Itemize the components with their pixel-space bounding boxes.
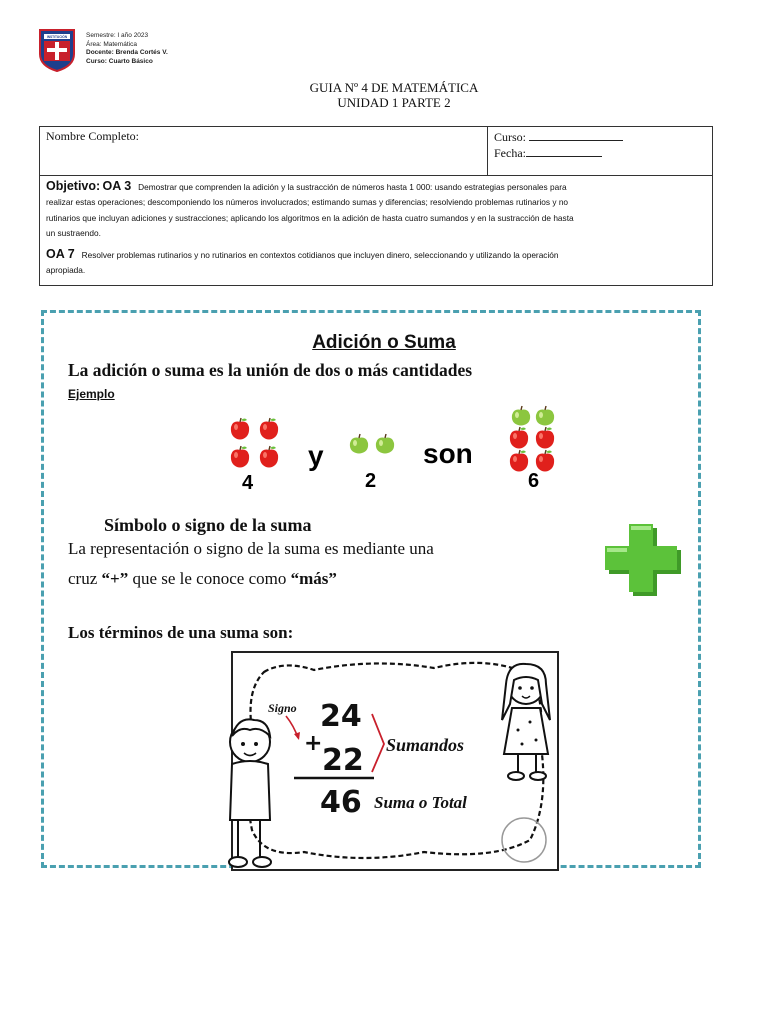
addend-two: 22 — [322, 743, 364, 778]
oa7-code: OA 7 — [46, 246, 75, 261]
addition-definition: La adición o suma es la unión de dos o más cantidades — [68, 360, 473, 380]
symbol-mas-quote: “más” — [290, 569, 337, 588]
example-label: Ejemplo — [68, 387, 115, 401]
red-apple — [510, 450, 528, 472]
course-date-cell — [488, 127, 713, 176]
number-two: 2 — [365, 470, 377, 492]
addition-terms-diagram — [224, 650, 564, 876]
teacher-text: Docente: Brenda Cortés V. — [86, 49, 168, 57]
red-apple — [260, 418, 278, 440]
addend-one: 24 — [320, 699, 362, 734]
plus-sign: + — [304, 731, 323, 756]
symbol-text-line1: La representación o signo de la suma es mediante una — [68, 539, 434, 558]
school-info — [86, 32, 168, 66]
oa7-text-1: Resolver problemas rutinarios y no rutinarios en contextos cotidianos que incluyen dinero, seleccionando y utilizando la operación — [81, 249, 559, 260]
date-line[interactable] — [526, 146, 602, 157]
red-apple — [536, 450, 554, 472]
area-text: Área: Matemática — [86, 40, 137, 48]
name-field[interactable] — [40, 127, 488, 176]
course-text: Curso: Cuarto Básico — [86, 57, 153, 65]
school-logo — [38, 28, 76, 72]
date-field[interactable] — [494, 145, 706, 161]
objectives-cell — [40, 176, 713, 286]
objective-heading: Objetivo: — [46, 179, 101, 193]
red-apple — [231, 418, 249, 440]
section-title: Adición o Suma — [312, 332, 456, 353]
course-label: Curso: — [494, 130, 527, 144]
guide-title-line1: GUIA Nº 4 DE MATEMÁTICA — [309, 80, 479, 95]
symbol-plus-quote: “+” — [101, 569, 129, 588]
course-line[interactable] — [529, 130, 623, 141]
guide-title-line2: UNIDAD 1 PARTE 2 — [337, 95, 451, 110]
oa7-text-2: apropiada. — [46, 265, 86, 276]
oa3-text-4: un sustraendo. — [46, 228, 101, 239]
word-and: y — [308, 440, 324, 471]
semester-text: Semestre: I año 2023 — [86, 32, 149, 39]
addends-label: Sumandos — [386, 735, 465, 755]
date-label: Fecha: — [494, 146, 526, 160]
apples-example — [220, 400, 560, 492]
name-label: Nombre Completo: — [46, 129, 139, 143]
green-apple — [350, 434, 368, 454]
oa3-text-3: rutinarios que incluyan adiciones y sustracciones; aplicando los algoritmos en la adición de hasta cuatro sumandos y en la sustracción de hasta — [46, 212, 574, 223]
student-info-table — [39, 126, 713, 286]
green-apple — [376, 434, 394, 454]
sign-label: Signo — [268, 701, 297, 715]
number-four: 4 — [242, 472, 254, 492]
red-apple — [536, 427, 554, 449]
course-field[interactable] — [494, 129, 706, 145]
number-six: 6 — [528, 470, 540, 492]
logo-text: INSTITUCIÓN — [46, 35, 68, 39]
green-apple — [536, 406, 554, 426]
symbol-title: Símbolo o signo de la suma — [104, 515, 312, 535]
green-apple — [512, 406, 530, 426]
oa3-code: OA 3 — [102, 179, 132, 193]
symbol-text-cruz: cruz — [68, 569, 102, 588]
word-are: son — [423, 438, 473, 469]
guide-title — [0, 80, 768, 110]
plus-icon — [603, 522, 689, 602]
red-apple — [231, 446, 249, 468]
symbol-text-line2 — [68, 569, 337, 589]
total-value: 46 — [320, 785, 362, 820]
symbol-text-mid: que se le conoce como — [128, 569, 291, 588]
total-label: Suma o Total — [374, 793, 467, 812]
red-apple — [260, 446, 278, 468]
red-apple — [510, 427, 528, 449]
terms-title: Los términos de una suma son: — [68, 623, 294, 642]
oa3-text-1: Demostrar que comprenden la adición y la sustracción de números hasta 1 000: usando estrategias personales para — [138, 182, 567, 192]
oa3-text-2: realizar estas operaciones; descomponiendo los números involucrados; estimando sumas y diferencias; resolviendo problemas rutinarios y no — [46, 197, 569, 208]
